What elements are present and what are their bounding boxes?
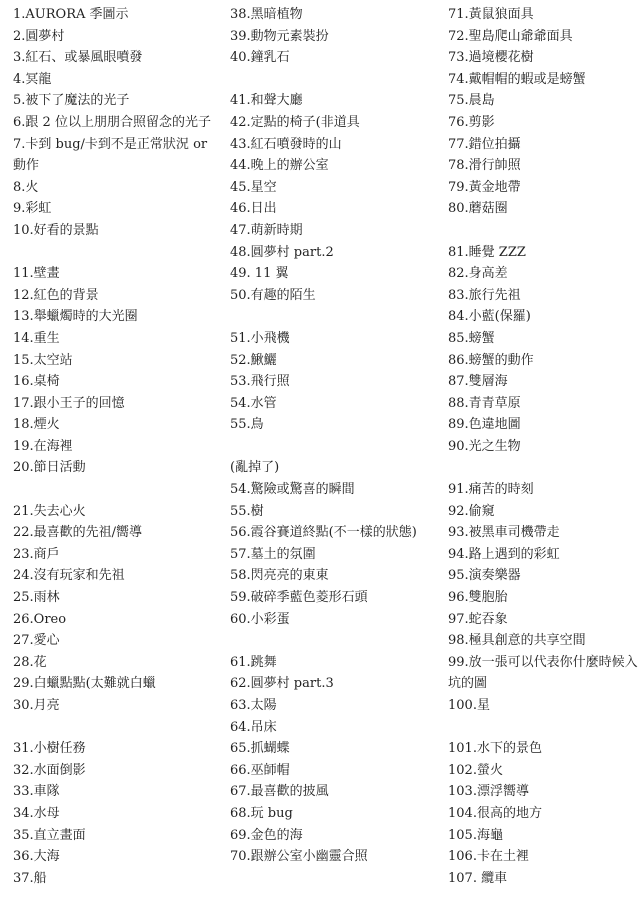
list-item: 39.動物元素裝扮: [230, 28, 329, 44]
list-item: 91.痛苦的時刻: [448, 482, 534, 498]
list-item: 80.蘑菇圈: [448, 201, 508, 217]
list-item: 53.飛行照: [230, 374, 290, 390]
list-column-1: [13, 4, 219, 889]
list-item: 68.玩 bug: [230, 805, 293, 821]
list-item: 46.日出: [230, 201, 277, 217]
list-item: 77.錯位拍攝: [448, 136, 521, 152]
list-item: 84.小藍(保羅): [448, 309, 531, 325]
list-item: 103.漂浮嚮導: [448, 784, 529, 800]
list-spacer: [13, 717, 219, 739]
list-item: 4.冥龍: [13, 71, 52, 87]
list-item: 59.破碎季藍色菱形石頭: [230, 590, 368, 606]
list-item: 94.路上遇到的彩虹: [448, 546, 560, 562]
list-item: 55.樹: [230, 503, 264, 519]
list-item: 85.螃蟹: [448, 330, 495, 346]
list-item: 13.舉蠟燭時的大光圈: [13, 309, 138, 325]
list-item: 5.被下了魔法的光子: [13, 93, 130, 109]
list-item: 60.小彩蛋: [230, 611, 290, 627]
list-item: 27.愛心: [13, 633, 60, 649]
list-item: 25.雨林: [13, 590, 60, 606]
list-item: 106.卡在土裡: [448, 849, 529, 865]
list-item: 51.小飛機: [230, 330, 290, 346]
list-item: 47.萌新時期: [230, 222, 303, 238]
list-item: 97.蛇吞象: [448, 611, 508, 627]
list-item: 16.桌椅: [13, 374, 60, 390]
list-item: 15.太空站: [13, 352, 73, 368]
list-item: 18.煙火: [13, 417, 60, 433]
list-item: 34.水母: [13, 805, 60, 821]
list-item: 83.旅行先祖: [448, 287, 521, 303]
list-item: 31.小樹任務: [13, 741, 86, 757]
list-item: 55.鳥: [230, 417, 264, 433]
list-spacer: [230, 630, 436, 652]
list-item: 81.睡覺 ZZZ: [448, 244, 526, 260]
list-item: 54.水管: [230, 395, 277, 411]
list-item: 61.跳舞: [230, 654, 277, 670]
list-spacer: [448, 220, 640, 242]
list-item: 78.滑行帥照: [448, 158, 521, 174]
list-item: 41.和聲大廳: [230, 93, 303, 109]
list-item: 37.船: [13, 870, 47, 886]
list-spacer: [13, 242, 219, 264]
list-item: 26.Oreo: [13, 611, 67, 627]
list-item: 89.色違地圖: [448, 417, 521, 433]
list-item: 8.火: [13, 179, 39, 195]
list-column-3: [448, 4, 640, 889]
list-item: 24.沒有玩家和先祖: [13, 568, 125, 584]
list-item: 96.雙胞胎: [448, 590, 508, 606]
list-item: 98.極具創意的共享空間: [448, 633, 586, 649]
list-item: 29.白蠟點點(太難就白蠟: [13, 676, 156, 692]
list-item: 40.鐘乳石: [230, 50, 290, 66]
list-item: 17.跟小王子的回憶: [13, 395, 125, 411]
list-spacer: [230, 436, 436, 458]
list-item: 50.有趣的陌生: [230, 287, 316, 303]
list-item: 6.跟 2 位以上朋朋合照留念的光子: [13, 114, 211, 130]
list-item: 20.節日活動: [13, 460, 86, 476]
list-item: 101.水下的景色: [448, 741, 542, 757]
list-item: 62.圓夢村 part.3: [230, 676, 334, 692]
list-item: 43.紅石噴發時的山: [230, 136, 342, 152]
list-item: 63.太陽: [230, 698, 277, 713]
list-item: 72.聖島爬山爺爺面具: [448, 28, 573, 44]
list-item: 7.卡到 bug/卡到不是正常狀況 or 動作: [13, 136, 208, 174]
list-spacer: [13, 479, 219, 501]
list-item: 49. 11 翼: [230, 266, 289, 282]
list-item: 79.黃金地帶: [448, 179, 521, 195]
list-item: 45.星空: [230, 179, 277, 195]
list-item: 52.鰍鱺: [230, 352, 277, 368]
list-item: 76.剪影: [448, 114, 495, 130]
list-spacer: [448, 457, 640, 479]
list-item: 71.黃鼠狼面具: [448, 7, 534, 22]
list-item: 93.被黑車司機帶走: [448, 525, 560, 541]
list-item: (亂掉了): [230, 460, 280, 476]
list-spacer: [230, 69, 436, 91]
list-item: 82.身高差: [448, 266, 508, 282]
list-item: 67.最喜歡的披風: [230, 784, 329, 800]
list-item: 105.海龜: [448, 827, 503, 843]
list-item: 104.很高的地方: [448, 805, 542, 821]
list-item: 90.光之生物: [448, 438, 521, 454]
list-item: 87.雙層海: [448, 374, 508, 390]
list-item: 100.星: [448, 698, 490, 713]
list-item: 95.演奏樂器: [448, 568, 521, 584]
list-item: 44.晚上的辦公室: [230, 158, 329, 174]
list-item: 107. 纜車: [448, 870, 508, 886]
list-item: 88.青青草原: [448, 395, 521, 411]
list-item: 32.水面倒影: [13, 762, 86, 778]
list-item: 75.晨島: [448, 93, 495, 109]
list-item: 11.壁畫: [13, 266, 60, 282]
list-item: 12.紅色的背景: [13, 287, 99, 303]
list-item: 23.商戶: [13, 546, 60, 562]
list-spacer: [230, 306, 436, 328]
list-item: 35.直立畫面: [13, 827, 86, 843]
list-item: 9.彩虹: [13, 201, 52, 217]
list-item: 57.墓土的氛圍: [230, 546, 316, 562]
list-item: 19.在海裡: [13, 438, 73, 454]
list-item: 102.螢火: [448, 762, 503, 778]
list-item: 2.圓夢村: [13, 28, 65, 44]
list-item: 3.紅石、或暴風眼噴發: [13, 50, 143, 66]
list-item: 74.戴帽帽的蝦或是螃蟹: [448, 71, 586, 87]
list-item: 10.好看的景點: [13, 222, 99, 238]
list-item: 22.最喜歡的先祖/嚮導: [13, 525, 143, 541]
list-item: 64.吊床: [230, 719, 277, 735]
list-item: 36.大海: [13, 849, 60, 865]
list-item: 14.重生: [13, 330, 60, 346]
list-item: 58.閃亮亮的東東: [230, 568, 329, 584]
list-item: 54.驚險或驚喜的瞬間: [230, 482, 355, 498]
list-item: 92.偷窺: [448, 503, 495, 519]
list-item: 70.跟辦公室小幽靈合照: [230, 849, 368, 865]
list-item: 69.金色的海: [230, 827, 303, 843]
list-item: 38.黑暗植物: [230, 7, 303, 22]
list-item: 86.螃蟹的動作: [448, 352, 534, 368]
list-item: 48.圓夢村 part.2: [230, 244, 334, 260]
list-spacer: [448, 717, 640, 739]
list-item: 65.抓蝴蝶: [230, 741, 290, 757]
list-item: 73.過境櫻花樹: [448, 50, 534, 66]
list-column-2: [230, 4, 436, 868]
list-item: 21.失去心火: [13, 503, 86, 519]
list-item: 56.霞谷賽道終點(不一樣的狀態): [230, 525, 417, 541]
list-item: 66.巫師帽: [230, 762, 290, 778]
list-item: 28.花: [13, 654, 47, 670]
list-item: 1.AURORA 季圖示: [13, 7, 129, 22]
list-item: 33.車隊: [13, 784, 60, 800]
list-item: 30.月亮: [13, 698, 60, 713]
list-item: 42.定點的椅子(非道具: [230, 114, 360, 130]
list-item: 99.放一張可以代表你什麼時候入坑的圖: [448, 654, 638, 692]
